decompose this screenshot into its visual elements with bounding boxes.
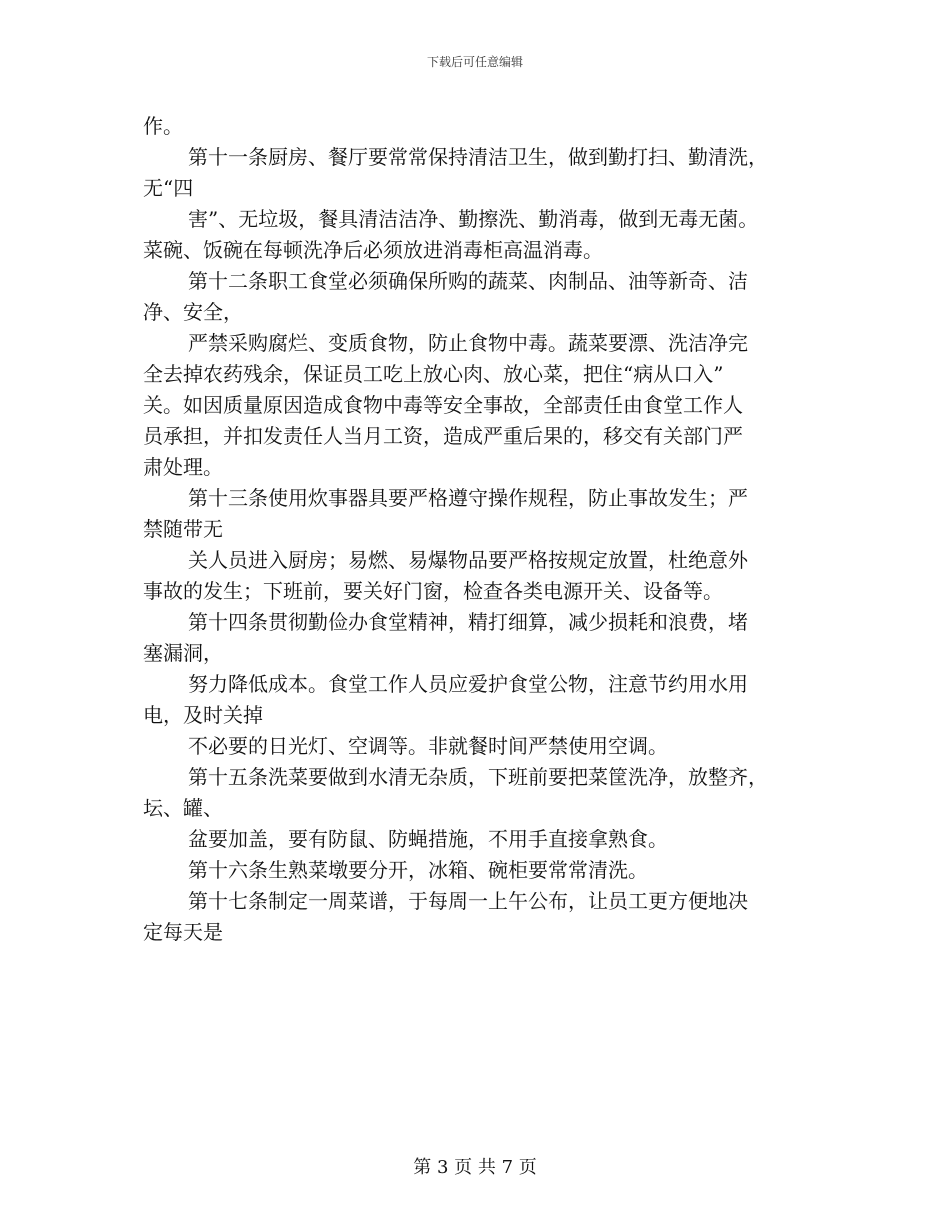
text-line: 关人员进入厨房；易燃、易爆物品要严格按规定放置，杜绝意外 bbox=[188, 548, 748, 572]
text-line: 净、安全， bbox=[143, 300, 243, 324]
text-line: 坛、罐、 bbox=[143, 796, 223, 820]
text-line: 第十一条厨房、餐厅要常常保持清洁卫生，做到勤打扫、勤清洗， bbox=[188, 145, 768, 169]
page-header: 下载后可任意编辑 bbox=[426, 55, 523, 69]
text-line: 全去掉农药残余，保证员工吃上放心肉、放心菜，把住“病从口入” bbox=[143, 362, 724, 386]
text-line: 第十四条贯彻勤俭办食堂精神，精打细算，减少损耗和浪费，堵 bbox=[188, 610, 748, 634]
document-body bbox=[143, 111, 823, 948]
text-line: 电，及时关掉 bbox=[143, 703, 263, 727]
text-line: 菜碗、饭碗在每顿洗净后必须放进消毒柜高温消毒。 bbox=[143, 238, 603, 262]
text-line: 定每天是 bbox=[143, 920, 223, 944]
text-line: 不必要的日光灯、空调等。非就餐时间严禁使用空调。 bbox=[188, 734, 668, 758]
text-line: 关。如因质量原因造成食物中毒等安全事故，全部责任由食堂工作人 bbox=[143, 393, 743, 417]
text-line: 努力降低成本。食堂工作人员应爱护食堂公物，注意节约用水用 bbox=[188, 672, 748, 696]
text-line: 员承担，并扣发责任人当月工资，造成严重后果的，移交有关部门严 bbox=[143, 424, 743, 448]
text-line: 第十三条使用炊事器具要严格遵守操作规程，防止事故发生；严 bbox=[188, 486, 748, 510]
text-line: 塞漏洞， bbox=[143, 641, 223, 665]
text-line: 肃处理。 bbox=[143, 455, 223, 479]
text-line: 第十五条洗菜要做到水清无杂质，下班前要把菜筐洗净，放整齐， bbox=[188, 765, 768, 789]
text-line: 无“四 bbox=[143, 176, 194, 200]
text-line: 第十七条制定一周菜谱，于每周一上午公布，让员工更方便地决 bbox=[188, 889, 748, 913]
text-line: 作。 bbox=[143, 114, 183, 138]
text-line: 第十六条生熟菜墩要分开，冰箱、碗柜要常常清洗。 bbox=[188, 858, 648, 882]
text-line: 第十二条职工食堂必须确保所购的蔬菜、肉制品、油等新奇、洁 bbox=[188, 269, 748, 293]
text-line: 盆要加盖，要有防鼠、防蝇措施，不用手直接拿熟食。 bbox=[188, 827, 668, 851]
text-line: 禁随带无 bbox=[143, 517, 223, 541]
text-line: 严禁采购腐烂、变质食物，防止食物中毒。蔬菜要漂、洗洁净完 bbox=[188, 331, 748, 355]
text-line: 害”、无垃圾，餐具清洁洁净、勤擦洗、勤消毒，做到无毒无菌。 bbox=[188, 207, 759, 231]
page-footer: 第 3 页 共 7 页 bbox=[413, 1157, 537, 1178]
text-line: 事故的发生；下班前，要关好门窗，检查各类电源开关、设备等。 bbox=[143, 579, 723, 603]
